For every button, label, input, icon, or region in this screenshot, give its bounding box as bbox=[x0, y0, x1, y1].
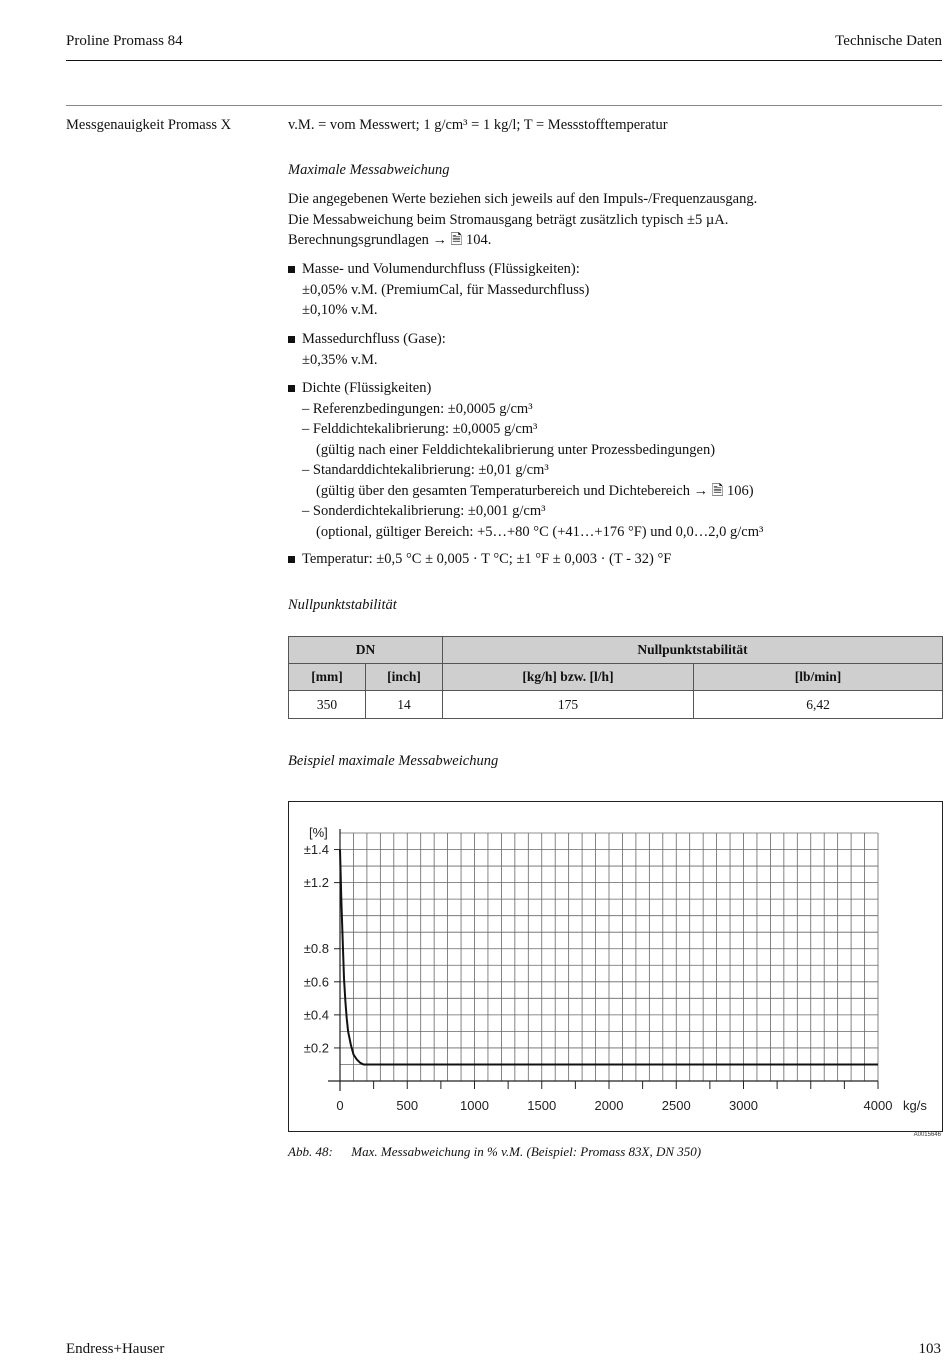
table-column-header: [lb/min] bbox=[694, 664, 943, 691]
x-axis-label: kg/s bbox=[903, 1098, 927, 1113]
section-label: Messgenauigkeit Promass X bbox=[66, 117, 232, 133]
bullet-line: ±0,35% v.M. bbox=[302, 351, 378, 368]
y-tick-label: ±0.2 bbox=[303, 1040, 329, 1056]
bullet-square-icon bbox=[288, 266, 295, 273]
header-chapter: Technische Daten bbox=[835, 33, 942, 49]
bullet-line: ±0,10% v.M. bbox=[302, 302, 378, 318]
bullet-line: – Referenzbedingungen: ±0,0005 g/cm³ bbox=[302, 400, 533, 417]
x-tick-label: 2000 bbox=[594, 1098, 624, 1113]
table-column-header: [kg/h] bzw. [l/h] bbox=[443, 664, 694, 691]
paragraph-line: Die angegebenen Werte beziehen sich jeweils auf den Impuls-/Frequenzausgang. bbox=[288, 191, 758, 207]
table-row bbox=[289, 691, 943, 719]
bullet-line: Temperatur: ±0,5 °C ± 0,005 · T °C; ±1 °F ± 0,003 · (T - 32) °F bbox=[302, 551, 672, 567]
x-tick-label: 500 bbox=[396, 1098, 419, 1113]
deviation-chart-frame bbox=[288, 801, 943, 1132]
x-tick-label: 3000 bbox=[729, 1098, 758, 1113]
y-tick-label: ±0.6 bbox=[303, 974, 329, 990]
section-intro: v.M. = vom Messwert; 1 g/cm³ = 1 kg/l; T = Messstofftemperatur bbox=[288, 117, 668, 133]
figure-caption-text: Max. Messabweichung in % v.M. (Beispiel: Promass 83X, DN 350) bbox=[351, 1144, 702, 1159]
bullet-square-icon bbox=[288, 336, 295, 343]
footer-page-number: 103 bbox=[918, 1341, 941, 1357]
bullet-line: ±0,05% v.M. (PremiumCal, für Massedurchfluss) bbox=[302, 281, 590, 298]
x-tick-label: 2500 bbox=[661, 1098, 691, 1113]
y-tick-label: ±1.4 bbox=[303, 842, 329, 858]
deviation-chart bbox=[289, 802, 942, 1131]
table-column-header: [inch] bbox=[366, 664, 443, 691]
bullet-line: Dichte (Flüssigkeiten) bbox=[302, 380, 432, 396]
table-column-header-row bbox=[289, 664, 943, 691]
figure-caption bbox=[288, 1144, 701, 1160]
table-group-header-dn: DN bbox=[289, 637, 443, 664]
x-tick-label: 1500 bbox=[527, 1098, 557, 1113]
bullet-line: (gültig nach einer Felddichtekalibrierung unter Prozessbedingungen) bbox=[316, 441, 716, 458]
y-axis-label: [%] bbox=[309, 825, 328, 840]
table-cell: 14 bbox=[366, 691, 443, 719]
bullet-line: – Standarddichtekalibrierung: ±0,01 g/cm³ bbox=[302, 462, 549, 478]
x-tick-label: 1000 bbox=[460, 1098, 489, 1113]
header-rule bbox=[66, 60, 942, 61]
bullet-line[interactable]: (gültig über den gesamten Temperaturbereich und Dichtebereich → 🗎 106) bbox=[316, 482, 754, 499]
example-heading: Beispiel maximale Messabweichung bbox=[288, 753, 499, 769]
max-deviation-heading: Maximale Messabweichung bbox=[288, 162, 450, 178]
table-group-header-zero-point: Nullpunktstabilität bbox=[443, 637, 943, 664]
zero-point-heading: Nullpunktstabilität bbox=[288, 597, 397, 613]
table-group-header-row bbox=[289, 637, 943, 664]
table-cell: 6,42 bbox=[694, 691, 943, 719]
bullet-square-icon bbox=[288, 385, 295, 392]
header-product: Proline Promass 84 bbox=[66, 33, 183, 49]
bullet-square-icon bbox=[288, 556, 295, 563]
bullet-line: – Felddichtekalibrierung: ±0,0005 g/cm³ bbox=[302, 421, 538, 437]
bullet-line: – Sonderdichtekalibrierung: ±0,001 g/cm³ bbox=[302, 503, 546, 519]
bullet-line: (optional, gültiger Bereich: +5…+80 °C (+41…+176 °F) und 0,0…2,0 g/cm³ bbox=[316, 523, 764, 540]
figure-caption-label: Abb. 48: bbox=[288, 1144, 333, 1159]
section-rule bbox=[66, 105, 942, 106]
y-tick-label: ±0.8 bbox=[303, 941, 329, 957]
max-deviation-paragraph bbox=[288, 189, 757, 251]
x-tick-label: 0 bbox=[336, 1098, 344, 1113]
y-tick-label: ±0.4 bbox=[303, 1007, 329, 1023]
bullet-line: Massedurchfluss (Gase): bbox=[302, 331, 446, 347]
table-column-header: [mm] bbox=[289, 664, 366, 691]
table-cell: 350 bbox=[289, 691, 366, 719]
zero-point-table bbox=[288, 636, 943, 719]
footer-company: Endress+Hauser bbox=[66, 1341, 165, 1357]
y-tick-label: ±1.2 bbox=[303, 875, 329, 891]
bullet-line: Masse- und Volumendurchfluss (Flüssigkeiten): bbox=[302, 261, 580, 277]
paragraph-line: Die Messabweichung beim Stromausgang beträgt zusätzlich typisch ±5 µA. bbox=[288, 211, 729, 228]
table-cell: 175 bbox=[443, 691, 694, 719]
x-tick-label: 4000 bbox=[863, 1098, 893, 1113]
figure-code: A0015646 bbox=[913, 1132, 941, 1138]
paragraph-line[interactable]: Berechnungsgrundlagen → 🗎 104. bbox=[288, 232, 492, 248]
